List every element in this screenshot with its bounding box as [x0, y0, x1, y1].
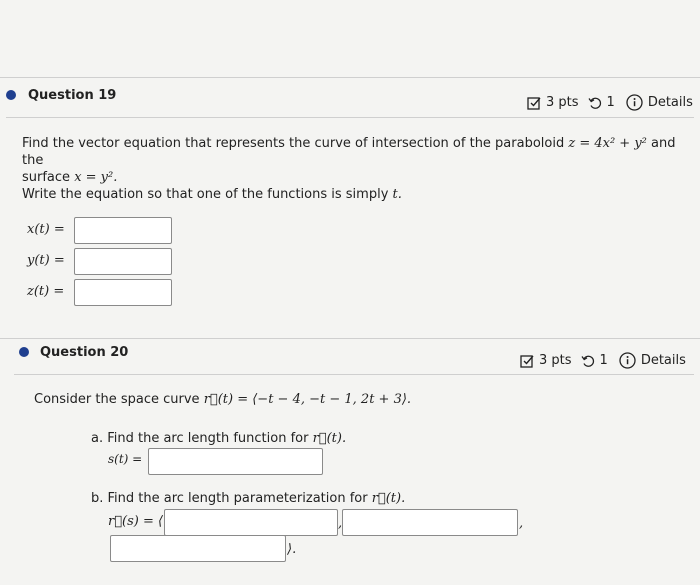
info-icon[interactable]: [619, 352, 636, 369]
r-s-component-2-input[interactable]: [342, 509, 518, 536]
part-a-text: a. Find the arc length function for: [91, 431, 313, 446]
question-19-details-link[interactable]: Details: [647, 95, 693, 110]
part-a-prompt: [91, 430, 346, 447]
question-20-points: 3 pts: [539, 353, 572, 368]
question-20-rule: [14, 374, 694, 375]
prompt-text: Find the vector equation that represents the curve of intersection of the paraboloid: [22, 136, 569, 151]
question-19-attempts: 1: [606, 95, 615, 110]
question-19-rule: [6, 117, 694, 118]
prompt-text-2: and the: [22, 136, 676, 168]
z-t-input[interactable]: [74, 279, 172, 306]
s-t-input[interactable]: [148, 448, 323, 475]
x-t-label: x(t) =: [27, 222, 65, 237]
instruction-variable: t.: [392, 187, 402, 202]
comma-2: ,: [519, 516, 524, 531]
question-20-attempts: 1: [599, 353, 608, 368]
question-20-top-rule: [0, 338, 700, 339]
info-icon[interactable]: [626, 94, 643, 111]
comma-1: ,: [338, 516, 343, 531]
question-19-instruction: [22, 186, 402, 203]
r-s-component-3-input[interactable]: [110, 535, 286, 562]
top-rule: [0, 77, 700, 78]
prompt-text-3: surface: [22, 170, 75, 185]
part-b-variable: r⃗(t).: [371, 491, 406, 506]
question-20-details-link[interactable]: Details: [640, 353, 686, 368]
part-a-variable: r⃗(t).: [312, 431, 347, 446]
edit-check-icon: [527, 96, 541, 110]
question-19-title: Question 19: [28, 88, 117, 103]
question-19-prompt: [22, 135, 687, 186]
prompt-equation: z = 4x² + y²: [568, 136, 647, 151]
s-t-label: s(t) =: [108, 452, 143, 466]
z-t-label: z(t) =: [27, 284, 65, 299]
edit-check-icon: [520, 354, 534, 368]
r-s-label: r⃗(s) = ⟨: [108, 514, 164, 529]
curve-equation: r⃗(t) = ⟨−t − 4, −t − 1, 2t + 3⟩.: [203, 392, 412, 407]
question-19-bullet-icon: [6, 90, 16, 100]
question-20-meta: [520, 352, 686, 369]
y-t-input[interactable]: [74, 248, 172, 275]
closing-bracket: ⟩.: [287, 542, 297, 557]
retry-icon: [588, 96, 602, 110]
question-19-meta: [527, 94, 693, 111]
part-b-text: b. Find the arc length parameterization for: [91, 491, 372, 506]
y-t-label: y(t) =: [27, 253, 65, 268]
part-b-prompt: [91, 490, 405, 507]
x-t-input[interactable]: [74, 217, 172, 244]
question-20-title: Question 20: [40, 345, 129, 360]
prompt-equation-2: x = y².: [74, 170, 118, 185]
prompt-text: Consider the space curve: [34, 392, 204, 407]
question-19-points: 3 pts: [546, 95, 579, 110]
retry-icon: [581, 354, 595, 368]
r-s-component-1-input[interactable]: [164, 509, 338, 536]
question-20-prompt: [34, 391, 411, 408]
instruction-text: Write the equation so that one of the functions is simply: [22, 187, 393, 202]
question-20-bullet-icon: [19, 347, 29, 357]
